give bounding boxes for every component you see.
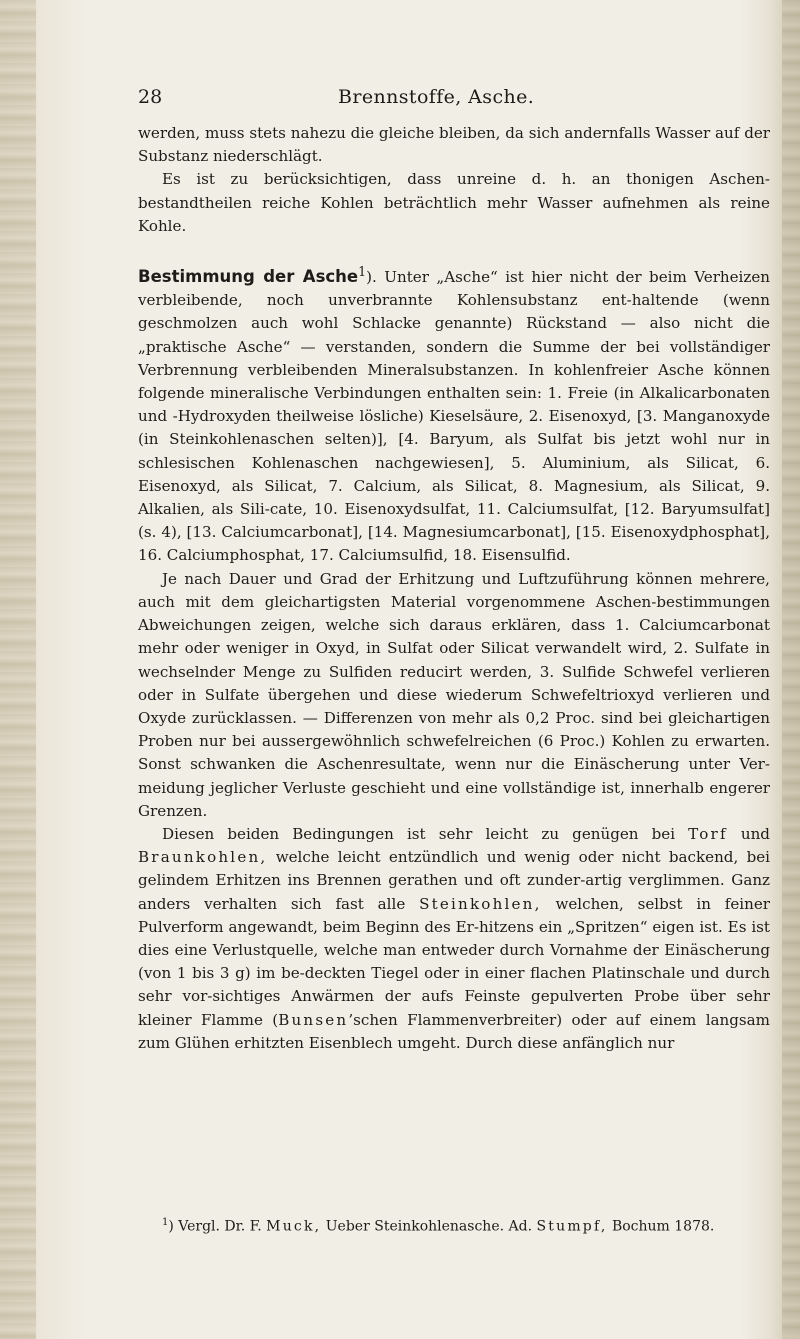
section-heading: Bestimmung der Asche xyxy=(138,267,359,287)
section-body: ). Unter „Asche“ ist hier nicht der beim Verheizen verbleibende, noch unverbrannte Kohlensubstanz ent-haltende (wenn geschmolzen auch wohl Schlacke genannte) Rückstand — also nicht die „praktische Asche“ — verstanden, sondern die Summe der bei vollständiger Verbrennung verbleibenden Mineralsubstanzen. In kohlenfreier Asche können folgende mineralische Verbindungen enthalten sein: 1. Freie (in Alkalicarbonaten und -Hydroxyden theilweise lösliche) Kieselsäure, 2. Eisenoxyd, [3. Manganoxyde (in Steinkohlenaschen selten)], [4. Baryum, als Sulfat bis jetzt wohl nur in schlesischen Kohlenaschen nachgewiesen], 5. Aluminium, als Silicat, 6. Eisenoxyd, als Silicat, 7. Calcium, als Silicat, 8. Magnesium, als Silicat, 9. Alkalien, als Sili-cate, 10. Eisenoxydsulfat, 11. Calciumsulfat, [12. Baryumsulfat] (s. 4), [13. Calciumcarbonat], [14. Magnesiumcarbonat], [15. Eisenoxydphosphat], 16. Calciumphosphat, 17. Calciumsulfid, 18. Eisensulfid. xyxy=(138,268,770,565)
footnote-marker: 1 xyxy=(162,1217,169,1228)
paragraph-variations: Je nach Dauer und Grad der Erhitzung und Luftzuführung können mehrere, auch mit dem gleichartigsten Material vorgenommene Aschen-bestimmungen Abweichungen zeigen, welche sich daraus erklären, dass 1. Calciumcarbonat mehr oder weniger in Oxyd, in Sulfat oder Silicat verwandelt wird, 2. Sulfate in wechselnder Menge zu Sulfiden reducirt werden, 3. Sulfide Schwefel verlieren oder in Sulfate übergehen und diese wiederum Schwefeltrioxyd verlieren und Oxyde zurücklassen. — Differenzen von mehr als 0,2 Proc. sind bei gleichartigen Proben nur bei aussergewöhnlich schwefelreichen (6 Proc.) Kohlen zu erwarten. Sonst schwanken die Aschenresultate, wenn nur die Einäscherung unter Ver-meidung jeglicher Verluste geschieht und eine vollständige ist, innerhalb engerer Grenzen. xyxy=(138,569,770,820)
page-header xyxy=(138,86,768,112)
term-steinkohlen: Steinkohlen, xyxy=(419,894,542,913)
footnote-publisher: Stumpf, xyxy=(536,1218,608,1235)
term-torf: Torf xyxy=(688,824,728,843)
right-page-edge xyxy=(782,0,800,1339)
footnote-author: Muck, xyxy=(266,1218,322,1235)
left-page-edge xyxy=(0,0,36,1339)
section-ash-determination xyxy=(138,260,770,568)
paragraph-conditions: Diesen beiden Bedingungen ist sehr leicht zu genügen bei Torf und Braunkohlen, welche leicht entzündlich und wenig oder nicht backend, bei gelindem Erhitzen ins Brennen gerathen und oft zunder-artig verglimmen. Ganz anders verhalten sich fast alle Steinkohlen, welchen, selbst in feiner Pulverform angewandt, beim Beginn des Er-hitzens ein „Spritzen“ eigen ist. Es ist dies eine Verlustquelle, welche man entweder durch Vornahme der Einäscherung (von 1 bis 3 g) im be-deckten Tiegel oder in einer flachen Platinschale und durch sehr vor-sichtiges Anwärmen der aufs Feinste gepulverten Probe über sehr kleiner Flamme (Bunsen’schen Flammenverbreiter) oder auf einem langsam zum Glühen erhitzten Eisenblech umgeht. Durch diese anfänglich nur xyxy=(138,824,770,1052)
main-text xyxy=(138,122,770,1055)
paragraph-continuation: werden, muss stets nahezu die gleiche bleiben, da sich andernfalls Wasser auf der Substanz niederschlägt. xyxy=(138,124,770,166)
term-braunkohlen: Braunkohlen, xyxy=(138,848,268,867)
footnote: $^1$) Vergl. Dr. F. Muck, Ueber Steinkohlenasche. Ad. Stumpf, Bochum 1878. xyxy=(162,1217,715,1235)
footnote-reference[interactable]: 1 xyxy=(358,264,367,280)
name-bunsen: Bunsen xyxy=(278,1010,349,1029)
running-title: Brennstoffe, Asche. xyxy=(338,86,535,108)
paragraph-note: Es ist zu berücksichtigen, dass unreine d. h. an thonigen Aschen-bestandtheilen reiche Kohlen beträchtlich mehr Wasser aufnehmen als reine Kohle. xyxy=(138,170,770,235)
page-number: 28 xyxy=(138,86,163,108)
